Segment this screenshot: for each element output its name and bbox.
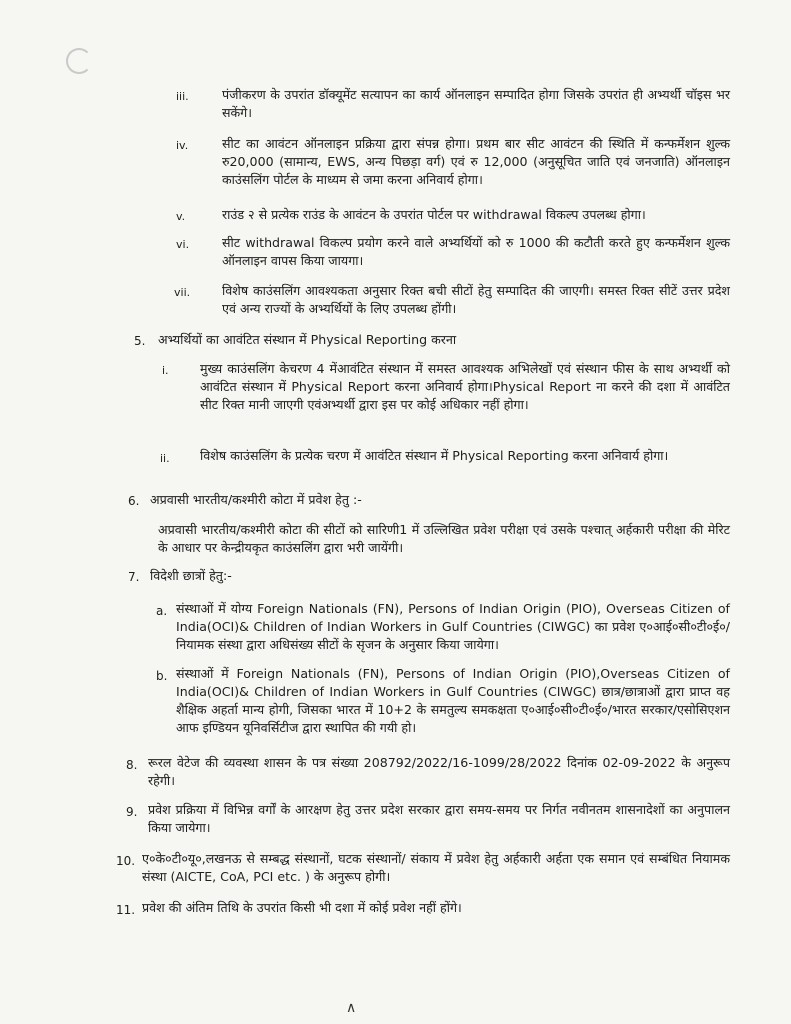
- item-text-iii: पंजीकरण के उपरांत डॉक्यूमेंट सत्यापन का कार्य ऑनलाइन सम्पादित होगा जिसके उपरांत ही अभ्यर्थी चॉइस भर सकेंगे।: [222, 87, 730, 120]
- item-label-iv: iv.: [176, 139, 189, 152]
- item-label-7-a: a.: [156, 604, 168, 618]
- item-label-5-ii: ii.: [160, 452, 170, 465]
- item-text-5-i: मुख्य काउंसलिंग केचरण 4 मेंआवंटित संस्थान में समस्त आवश्यक अभिलेखों एवं संस्थान फीस के साथ अभ्यर्थी को आवंटित संस्थान में Physical Report करना अनिवार्य होगा।Physical Report ना करने की दशा में आवंटित सीट रिक्त मानी जाएगी एवंअभ्यर्थी द्वारा इस पर कोई अधिकार नहीं होगा।: [200, 361, 730, 412]
- item-text-5-ii: विशेष काउंसलिंग के प्रत्येक चरण में आवंटित संस्थान में Physical Reporting करना अनिवार्य होगा।: [200, 448, 669, 463]
- section-number-6: 6.: [128, 494, 140, 508]
- item-label-vi: vi.: [176, 238, 190, 251]
- footer-mark: ∧: [346, 1000, 357, 1016]
- item-text-vii: विशेष काउंसलिंग आवश्यकता अनुसार रिक्त बची सीटों हेतु सम्पादित की जाएगी। समस्त रिक्त सीटें उत्तर प्रदेश एवं अन्य राज्यों के अभ्यर्थियों के लिए उपलब्ध होंगी।: [222, 283, 730, 316]
- section-text-11: प्रवेश की अंतिम तिथि के उपरांत किसी भी दशा में कोई प्रवेश नहीं होंगे।: [142, 900, 462, 915]
- item-text-7-b: संस्थाओं में Foreign Nationals (FN), Persons of Indian Origin (PIO),Overseas Citizen of India(OCI)& Children of Indian Workers in Gulf Countries (CIWGC) छात्र/छात्राओं द्वारा प्राप्त वह शैक्षिक अहर्ता मान्य होगी, जिसका भारत में 10+2 के समतुल्य समकक्षता ए०आई०सी०टी०ई०/भारत सरकार/एसोसिएशन आफ इण्डियन यूनिवर्सिटीज द्वारा स्थापित की गयी हो।: [176, 666, 730, 735]
- item-text-v: राउंड २ से प्रत्येक राउंड के आवंटन के उपरांत पोर्टल पर withdrawal विकल्प उपलब्ध होगा।: [222, 207, 646, 222]
- section-text-8: रूरल वेटेज की व्यवस्था शासन के पत्र संख्या 208792/2022/16-1099/28/2022 दिनांक 02-09-2022 के अनुरूप रहेगी।: [148, 755, 730, 788]
- section-text-9: प्रवेश प्रक्रिया में विभिन्न वर्गों के आरक्षण हेतु उत्तर प्रदेश सरकार द्वारा समय-समय पर निर्गत नवीनतम शासनादेशों का अनुपालन किया जायेगा।: [148, 802, 730, 835]
- item-label-5-i: i.: [162, 364, 169, 377]
- item-text-7-a: संस्थाओं में योग्य Foreign Nationals (FN), Persons of Indian Origin (PIO), Overseas Citizen of India(OCI)& Children of Indian Workers in Gulf Countries (CIWGC) का प्रवेश ए०आई०सी०टी०ई०/नियामक संस्था द्वारा अधिसंख्य सीटों के सृजन के अनुसार किया जायेगा।: [176, 601, 730, 652]
- section-number-5: 5.: [134, 334, 146, 348]
- item-label-vii: vii.: [174, 286, 191, 299]
- section-paragraph-6: अप्रवासी भारतीय/कश्मीरी कोटा की सीटों को सारिणी1 में उल्लिखित प्रवेश परीक्षा एवं उसके पश्चात् अर्हकारी परीक्षा की मेरिट के आधार पर केन्द्रीयकृत काउंसलिंग द्वारा भरी जायेंगी।: [158, 522, 730, 555]
- section-heading-5: अभ्यर्थियों का आवंटित संस्थान में Physical Reporting करना: [158, 332, 457, 347]
- item-text-vi: सीट withdrawal विकल्प प्रयोग करने वाले अभ्यर्थियों को रु 1000 की कटौती करते हुए कन्फर्मेशन शुल्क ऑनलाइन वापस किया जायगा।: [222, 235, 730, 268]
- section-text-10: ए०के०टी०यू०,लखनऊ से सम्बद्ध संस्थानों, घटक संस्थानों/ संकाय में प्रवेश हेतु अर्हकारी अर्हता एक समान एवं सम्बंधित नियामक संस्था (AICTE, CoA, PCI etc. ) के अनुरूप होगी।: [142, 851, 730, 884]
- item-label-7-b: b.: [156, 669, 168, 683]
- section-number-8: 8.: [126, 758, 138, 772]
- item-label-iii: iii.: [176, 90, 189, 103]
- section-heading-6: अप्रवासी भारतीय/कश्मीरी कोटा में प्रवेश हेतु :-: [150, 492, 362, 507]
- section-number-9: 9.: [126, 805, 138, 819]
- section-number-10: 10.: [116, 854, 136, 868]
- item-label-v: v.: [176, 210, 186, 223]
- section-number-11: 11.: [116, 903, 136, 917]
- item-text-iv: सीट का आवंटन ऑनलाइन प्रक्रिया द्वारा संपन्न होगा। प्रथम बार सीट आवंटन की स्थिति में कन्फर्मेशन शुल्क रु20,000 (सामान्य, EWS, अन्य पिछड़ा वर्ग) एवं रु 12,000 (अनुसूचित जाति एवं जनजाति) ऑनलाइन काउंसलिंग पोर्टल के माध्यम से जमा करना अनिवार्य होगा।: [222, 136, 730, 187]
- section-number-7: 7.: [128, 570, 140, 584]
- punch-hole-mark: [66, 48, 92, 74]
- section-heading-7: विदेशी छात्रों हेतु:-: [150, 568, 232, 583]
